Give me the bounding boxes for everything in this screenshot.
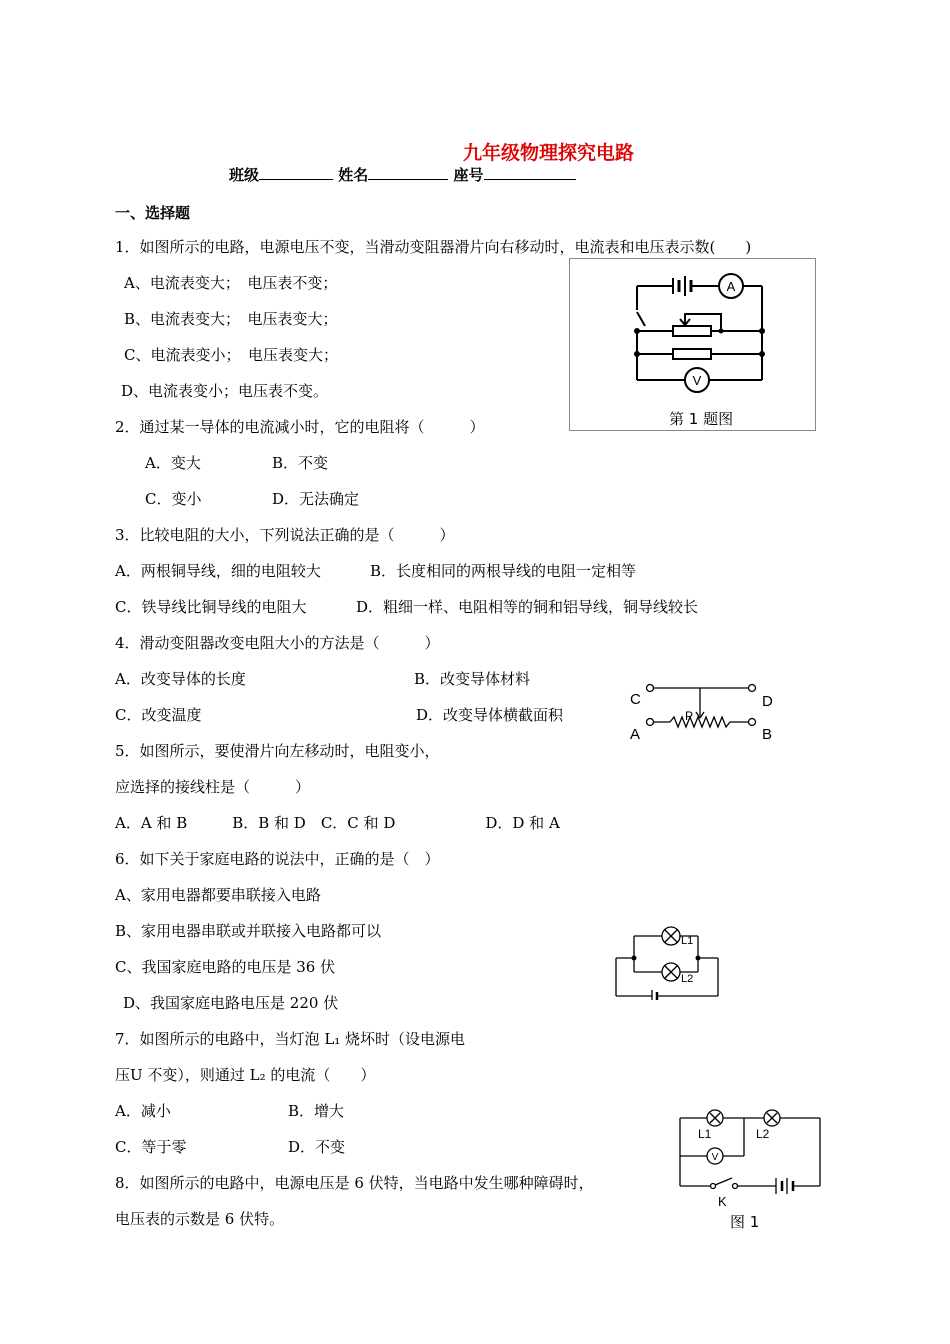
ammeter-icon: A	[726, 279, 736, 294]
class-label: 班级	[229, 166, 260, 184]
q1-option-c: C、电流表变小； 电压表变大；	[124, 346, 338, 364]
q7-stem-line2: 压U 不变），则通过 L₂ 的电流（ ）	[115, 1066, 376, 1084]
q5-options: A．A 和 B B．B 和 D C．C 和 D D．D 和 A	[115, 814, 560, 832]
switch-k-label: K	[718, 1194, 727, 1209]
q3-option-a: A．两根铜导线，细的电阻较大	[115, 562, 321, 580]
q7-circuit-figure	[612, 924, 724, 1000]
q6-option-b: B、家用电器串联或并联接入电路都可以	[115, 922, 382, 940]
q2-option-b: B．不变	[272, 454, 329, 472]
q7-option-d: D．不变	[288, 1138, 346, 1156]
q1-option-b: B、电流表变大； 电压表变大；	[124, 310, 338, 328]
q6-option-d: D、我国家庭电路电压是 220 伏	[123, 994, 339, 1012]
q1-stem: 1．如图所示的电路，电源电压不变，当滑动变阻器滑片向右移动时，电流表和电压表示数( )	[115, 238, 752, 256]
q1-circuit-figure	[569, 258, 817, 432]
q1-figure-caption: 第 1 题图	[669, 410, 734, 428]
q3-option-b: B．长度相同的两根导线的电阻一定相等	[370, 562, 637, 580]
q4-option-b: B．改变导体材料	[414, 670, 531, 688]
q3-stem: 3．比较电阻的大小，下列说法正确的是（ ）	[115, 526, 455, 544]
slider-p-label: P	[685, 709, 694, 723]
q3-option-d: D．粗细一样、电阻相等的铜和铝导线，铜导线较长	[356, 598, 699, 616]
q1-option-a: A、电流表变大； 电压表不变；	[124, 274, 338, 292]
q8-stem-line2: 电压表的示数是 6 伏特。	[115, 1210, 285, 1228]
q2-option-a: A．变大	[145, 454, 201, 472]
q4-option-c: C．改变温度	[115, 706, 202, 724]
q3-option-c: C．铁导线比铜导线的电阻大	[115, 598, 307, 616]
q5-stem-line2: 应选择的接线柱是（ ）	[115, 778, 311, 796]
q6-stem: 6．如下关于家庭电路的说法中，正确的是（ ）	[115, 850, 440, 868]
student-info-line	[229, 164, 576, 185]
lamp-l2-label: L2	[756, 1127, 770, 1141]
q8-stem-line1: 8．如图所示的电路中，电源电压是 6 伏特，当电路中发生哪种障碍时，	[115, 1174, 594, 1192]
q4-stem: 4．滑动变阻器改变电阻大小的方法是（ ）	[115, 634, 440, 652]
name-label: 姓名	[338, 166, 369, 184]
q5-stem-line1: 5．如图所示，要使滑片向左移动时，电阻变小，	[115, 742, 440, 760]
lamp-l1-label: L1	[698, 1127, 712, 1141]
q2-option-c: C．变小	[145, 490, 202, 508]
q7-option-a: A．减小	[115, 1102, 171, 1120]
q4-option-a: A．改变导体的长度	[115, 670, 246, 688]
voltmeter-icon: V	[692, 373, 702, 388]
q6-option-a: A、家用电器都要串联接入电路	[115, 886, 321, 904]
figure-1-caption: 图 1	[730, 1213, 760, 1231]
q2-stem: 2．通过某一导体的电流减小时，它的电阻将（ ）	[115, 418, 485, 436]
rheostat-figure	[622, 676, 782, 746]
q4-option-d: D．改变导体横截面积	[416, 706, 564, 724]
voltmeter-icon: V	[711, 1152, 719, 1163]
section-heading: 一、选择题	[115, 204, 191, 222]
lamp-l2-label: L2	[681, 973, 694, 985]
terminal-b-label: B	[762, 726, 773, 743]
terminal-a-label: A	[630, 726, 641, 743]
seat-blank	[484, 165, 576, 180]
q7-stem-line1: 7．如图所示的电路中，当灯泡 L₁ 烧坏时（设电源电	[115, 1030, 466, 1048]
class-blank	[259, 165, 333, 180]
q7-option-b: B．增大	[288, 1102, 345, 1120]
seat-label: 座号	[453, 166, 484, 184]
q2-option-d: D．无法确定	[272, 490, 360, 508]
terminal-c-label: C	[630, 691, 641, 708]
q8-circuit-figure	[672, 1104, 828, 1232]
page-title: 九年级物理探究电路	[463, 142, 635, 164]
q1-option-d: D、电流表变小；电压表不变。	[121, 382, 329, 400]
lamp-l1-label: L1	[681, 935, 694, 947]
q7-option-c: C．等于零	[115, 1138, 187, 1156]
terminal-d-label: D	[762, 693, 773, 710]
q6-option-c: C、我国家庭电路的电压是 36 伏	[115, 958, 336, 976]
name-blank	[368, 165, 448, 180]
